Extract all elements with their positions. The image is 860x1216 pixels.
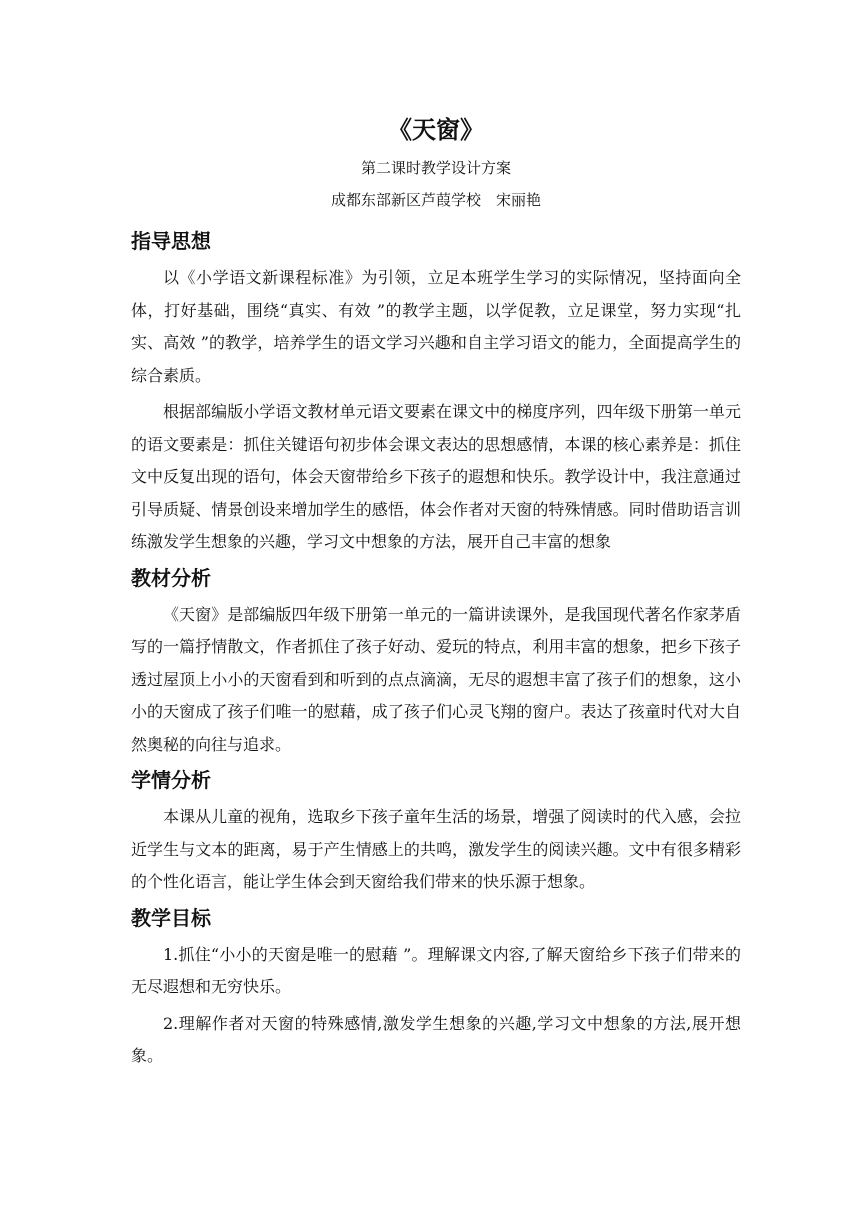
paragraph: 根据部编版小学语文教材单元语文要素在课文中的梯度序列，四年级下册第一单元的语文要素是：抓住关键语句初步体会课文表达的思想感情，本课的核心素养是：抓住文中反复出现的语句，体会天窗带给乡下孩子的遐想和快乐。教学设计中，我注意通过引导质疑、情景创设来增加学生的感悟，体会作者对天窗的特殊情感。同时借助语言训练激发学生想象的兴趣，学习文中想象的方法，展开自己丰富的想象 bbox=[131, 402, 741, 551]
document-title: 《天窗》 bbox=[388, 116, 484, 144]
section-learner-analysis bbox=[131, 765, 741, 899]
objective-item: 1.抓住“小小的天窗是唯一的慰藉 ”。理解课文内容,了解天窗给乡下孩子们带来的无尽遐想和无穷快乐。 bbox=[131, 944, 741, 996]
paragraph: 本课从儿童的视角，选取乡下孩子童年生活的场景，增强了阅读时的代入感，会拉近学生与文本的距离，易于产生情感上的共鸣，激发学生的阅读兴趣。文中有很多精彩的个性化语言，能让学生体会到天窗给我们带来的快乐源于想象。 bbox=[131, 807, 741, 891]
section-heading: 教学目标 bbox=[131, 905, 211, 930]
section-heading: 教材分析 bbox=[131, 565, 211, 590]
section-textbook-analysis bbox=[131, 563, 741, 762]
document-author: 成都东部新区芦葭学校 宋丽艳 bbox=[330, 191, 541, 209]
objective-item: 2.理解作者对天窗的特殊感情,激发学生想象的兴趣,学习文中想象的方法,展开想象。 bbox=[131, 1013, 741, 1065]
section-teaching-objectives bbox=[131, 903, 741, 1073]
paragraph: 《天窗》是部编版四年级下册第一单元的一篇讲读课外，是我国现代著名作家茅盾写的一篇抒情散文，作者抓住了孩子好动、爱玩的特点，利用丰富的想象，把乡下孩子透过屋顶上小小的天窗看到和听到的点点滴滴，无尽的遐想丰富了孩子们的想象，这小小的天窗成了孩子们唯一的慰藉，成了孩子们心灵飞翔的窗户。表达了孩童时代对大自然奥秘的向往与追求。 bbox=[131, 604, 741, 754]
document-page bbox=[131, 112, 741, 1077]
section-heading: 指导思想 bbox=[131, 229, 211, 253]
paragraph: 以《小学语文新课程标准》为引领，立足本班学生学习的实际情况，坚持面向全体，打好基础，围绕“真实、有效 ”的教学主题，以学促教，立足课堂，努力实现“扎实、高效 ”的教学，培养学生的语文学习兴趣和自主学习语文的能力，全面提高学生的综合素质。 bbox=[131, 268, 741, 385]
document-subtitle: 第二课时教学设计方案 bbox=[360, 159, 511, 177]
section-heading: 学情分析 bbox=[131, 768, 211, 792]
section-guiding-ideology bbox=[131, 226, 741, 559]
